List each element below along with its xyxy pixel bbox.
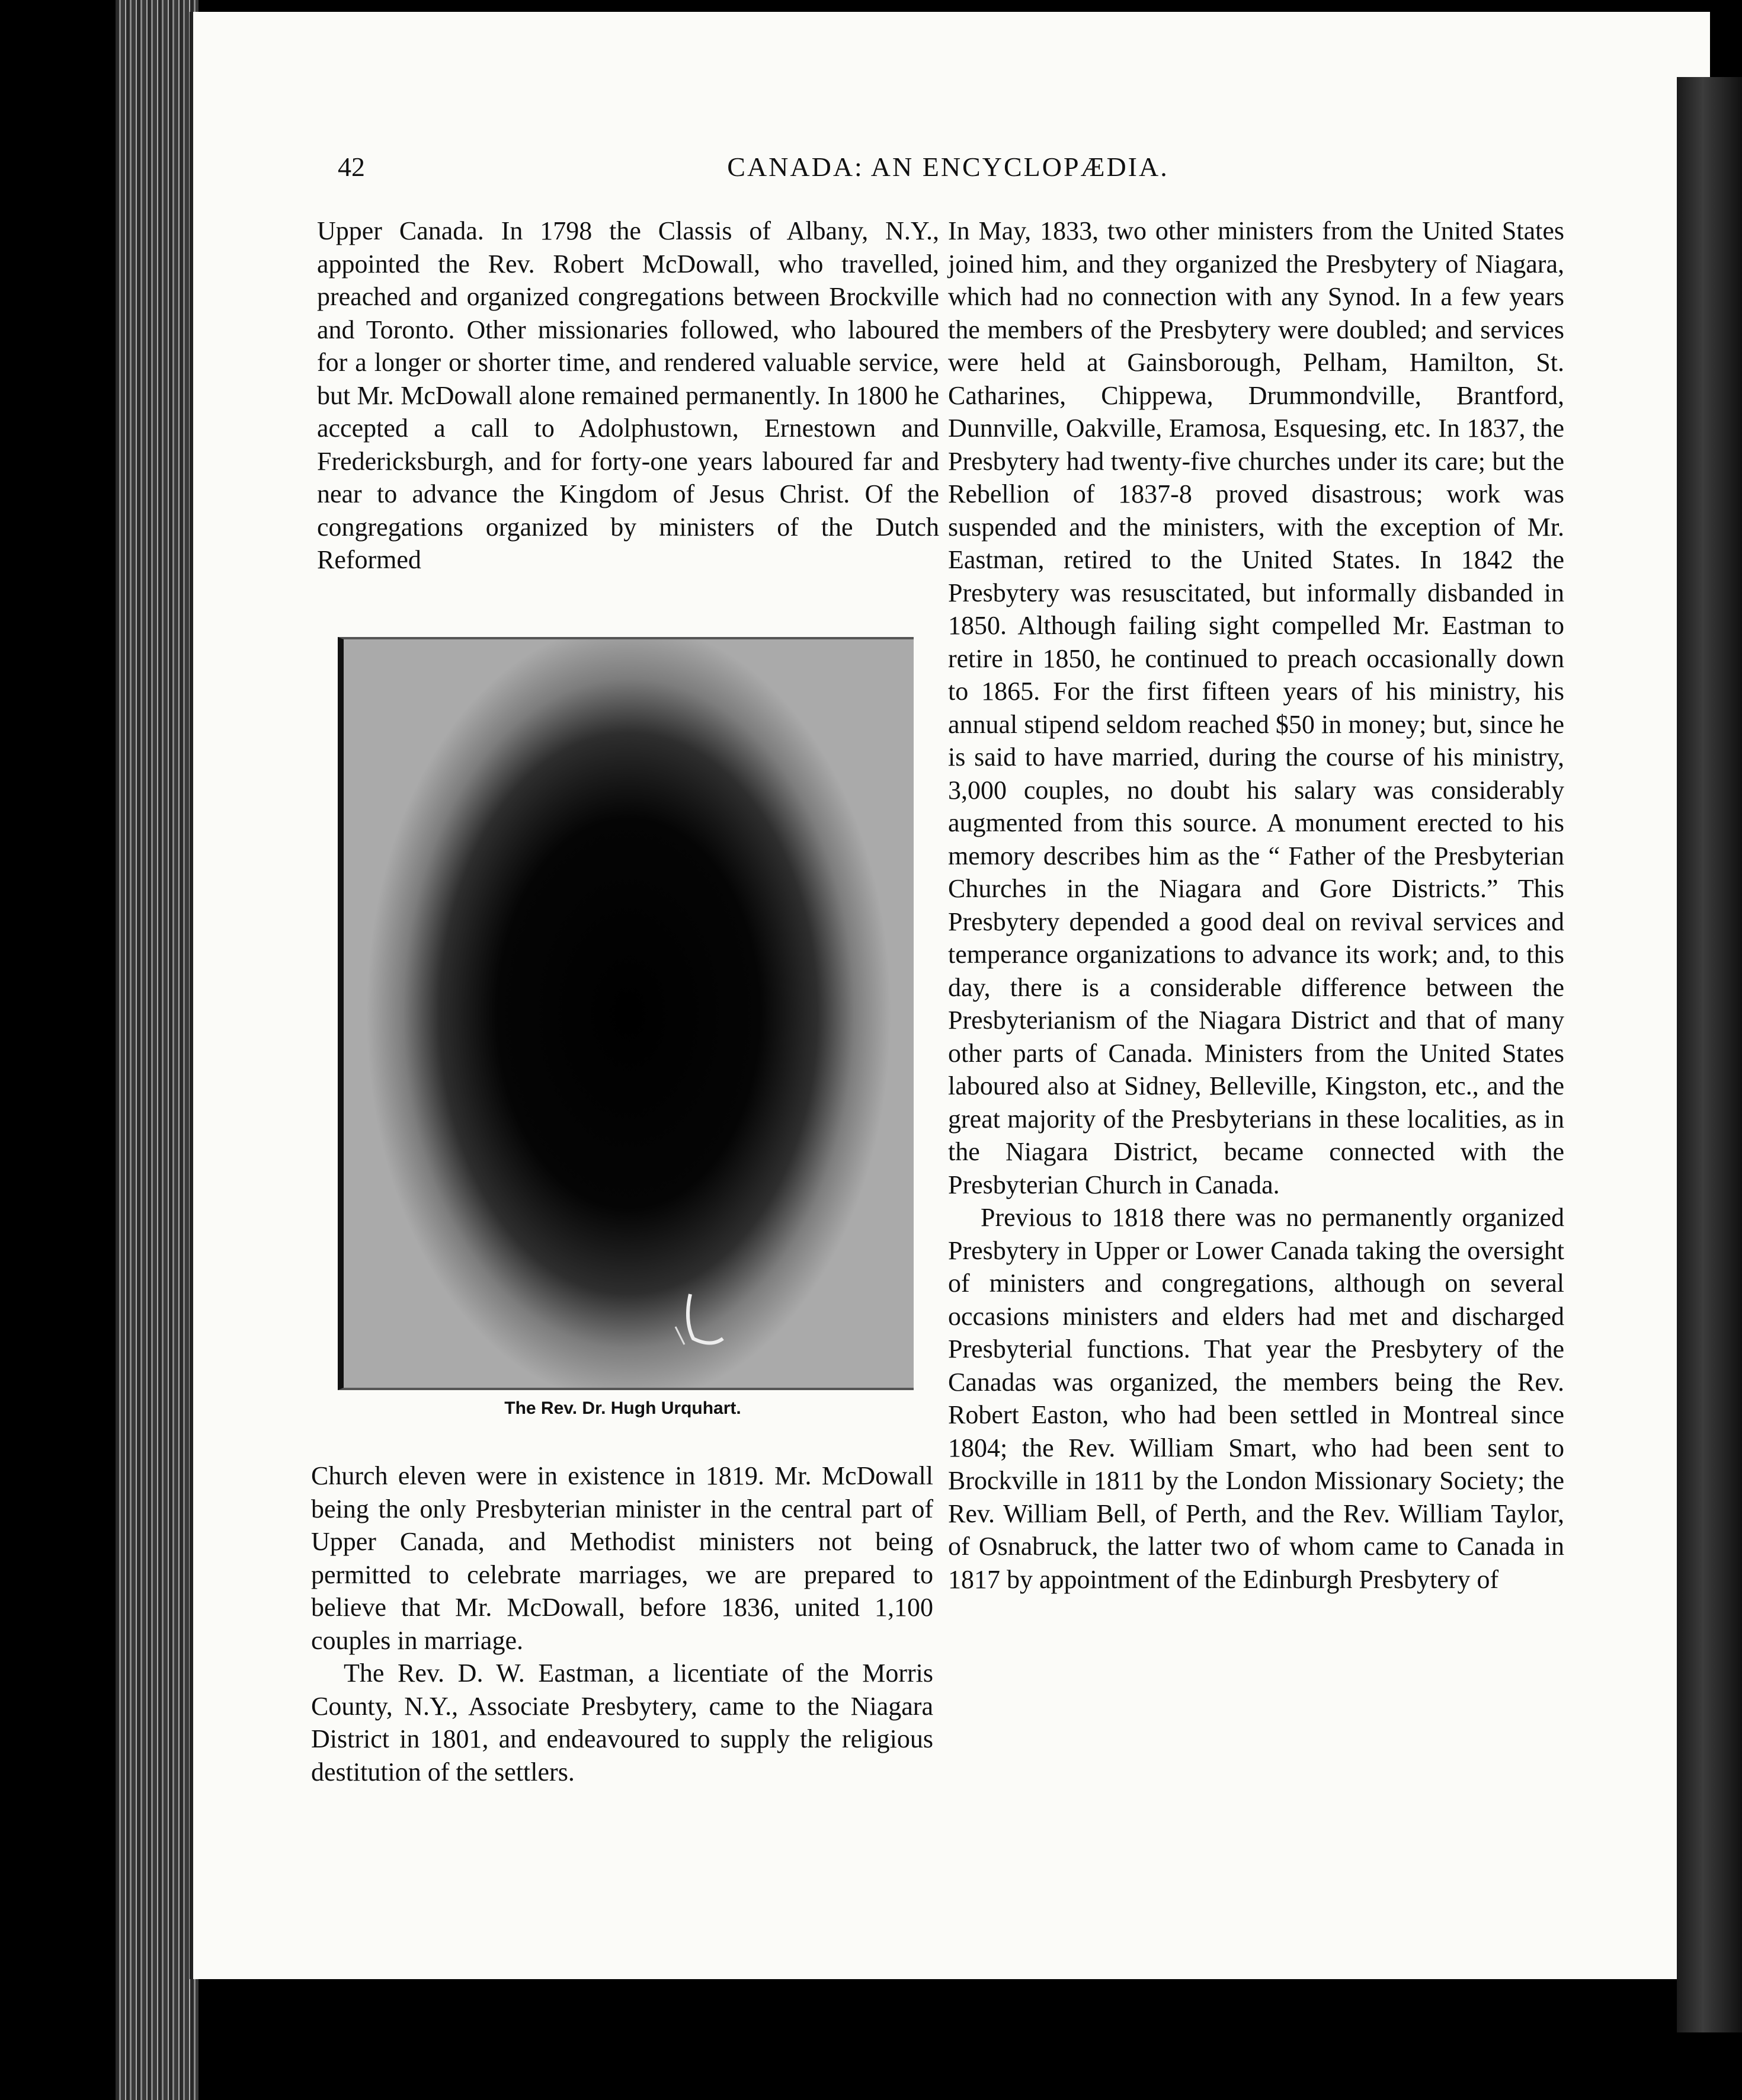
page-stack-edge [116, 0, 198, 2100]
paragraph: The Rev. D. W. Eastman, a licentiate of the Morris County, N.Y., Associate Presbytery, came to the Niagara District in 1801, and endeavoured to supply the religious destitution of the settlers. [311, 1659, 933, 1787]
portrait-detail [344, 639, 908, 1383]
right-column [948, 215, 1564, 1596]
paragraph: In May, 1833, two other ministers from the United States joined him, and they organized the Presbytery of Niagara, which had no connection with any Synod. In a few years the members of the Presbytery were doubled; and services were held at Gainsborough, Pelham, Hamilton, St. Catharines, Chippewa, Drummondville, Brantford, Dunnville, Oakville, Eramosa, Esquesing, etc. In 1837, the Presbytery had twenty-five churches under its care; but the Rebellion of 1837-8 proved disastrous; work was suspended and the ministers, with the exception of Mr. Eastman, retired to the United States. In 1842 the Presbytery was resuscitated, but informally disbanded in 1850. Although failing sight compelled Mr. Eastman to retire in 1850, he continued to preach occasionally down to 1865. For the first fifteen years of his ministry, his annual stipend seldom reached $50 in money; but, since he is said to have married, during the course of his ministry, 3,000 couples, no doubt his salary was considerably augmented from this source. A monument erected to his memory describes him as the “ Father of the Presbyterian Churches in the Niagara and Gore Districts.” This Presbytery depended a good deal on revival services and temperance organizations to advance its work; and, to this day, there is a considerable difference between the Presbyterianism of the Niagara District and that of many other parts of Canada. Ministers from the United States laboured also at Sidney, Belleville, Kingston, etc., and the great majority of the Presbyterians in these localities, as in the Niagara District, became connected with the Presbyterian Church in Canada. [948, 216, 1564, 1199]
left-column-top [317, 215, 939, 577]
binding-shadow [1677, 77, 1742, 2032]
running-title: CANADA: AN ENCYCLOPÆDIA. [727, 152, 1169, 182]
page-header [338, 151, 1558, 193]
page-number: 42 [338, 152, 365, 182]
portrait-photo [338, 637, 914, 1390]
left-column-bottom [311, 1459, 933, 1788]
paragraph: Church eleven were in existence in 1819. Mr. McDowall being the only Presbyterian minister in the central part of Upper Canada, and Methodist ministers not being permitted to celebrate marriages, we are prepared to believe that Mr. McDowall, before 1836, united 1,100 couples in marriage. [311, 1461, 933, 1655]
paragraph: Previous to 1818 there was no permanently organized Presbytery in Upper or Lower Canada taking the oversight of ministers and congregations, although on several occasions ministers and elders had met and discharged Presbyterial functions. That year the Presbytery of the Canadas was organized, the members being the Rev. Robert Easton, who had been settled in Montreal since 1804; the Rev. William Smart, who had been sent to Brockville in 1811 by the London Missionary Society; the Rev. William Bell, of Perth, and the Rev. William Taylor, of Osnabruck, the latter two of whom came to Canada in 1817 by appointment of the Edinburgh Presbytery of [948, 1203, 1564, 1594]
figure-caption: The Rev. Dr. Hugh Urquhart. [504, 1398, 741, 1418]
paragraph: Upper Canada. In 1798 the Classis of Albany, N.Y., appointed the Rev. Robert McDowall, who travelled, preached and organized congregations between Brockville and Toronto. Other missionaries followed, who laboured for a longer or shorter time, and rendered valuable service, but Mr. McDowall alone remained permanently. In 1800 he accepted a call to Adolphustown, Ernestown and Fredericksburgh, and for forty-one years laboured far and near to advance the Kingdom of Jesus Christ. Of the congregations organized by ministers of the Dutch Reformed [317, 216, 939, 574]
